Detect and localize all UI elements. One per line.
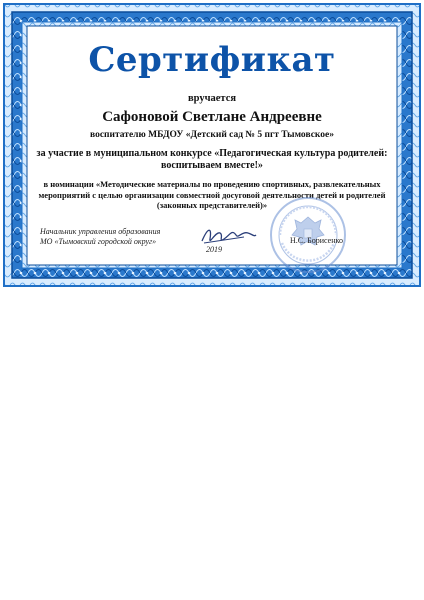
awarded-label: вручается bbox=[187, 93, 237, 104]
nomination-line-1: в номинации «Методические материалы по проведению спортивных, развлекательных bbox=[43, 179, 381, 189]
certificate-year: 2019 bbox=[206, 245, 222, 254]
nomination-line-3: (законных представителей)» bbox=[156, 200, 268, 210]
certificate bbox=[0, 0, 424, 290]
signer-title-line-1: Начальник управления образования bbox=[40, 227, 161, 236]
signer-name: Н.С. Борисенко bbox=[290, 236, 343, 245]
recipient-position: воспитателю МБДОУ «Детский сад № 5 пгт Тымовское» bbox=[90, 130, 334, 140]
contest-description bbox=[28, 148, 396, 172]
contest-line-1: за участие в муниципальном конкурсе «Педагогическая культура родителей: bbox=[36, 148, 388, 159]
signer-title bbox=[40, 227, 160, 247]
nomination-line-2: мероприятий с целью организации совместной досуговой деятельности детей и родителей bbox=[38, 189, 386, 200]
certificate-body bbox=[28, 27, 396, 264]
coat-of-arms-stamp-icon bbox=[268, 195, 348, 275]
contest-line-2: воспитываем вместе!» bbox=[161, 160, 263, 171]
signer-title-line-2: МО «Тымовский городской округ» bbox=[40, 237, 157, 246]
recipient-name: Сафоновой Светлане Андреевне bbox=[102, 109, 322, 125]
certificate-title: Сертификат bbox=[88, 40, 336, 80]
